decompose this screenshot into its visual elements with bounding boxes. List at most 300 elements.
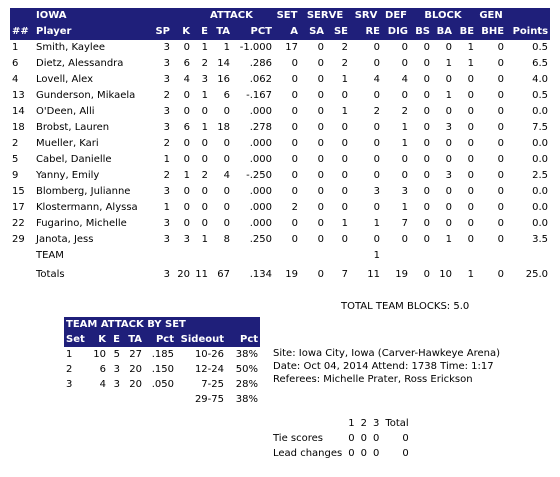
tie-lead-cell: 0 (360, 448, 367, 459)
attack-by-set-cell: 20 (129, 364, 142, 375)
player-row (10, 104, 550, 120)
stat-cell: 0 (341, 186, 349, 197)
tie-lead-cell: 0 (372, 448, 380, 459)
stat-cell: 0 (341, 154, 349, 165)
stat-cell (506, 248, 550, 264)
column-header: RE (350, 24, 382, 40)
player-row (10, 88, 550, 104)
column-header: TA (210, 24, 232, 40)
stat-cell: 0 (401, 170, 409, 181)
column-header: SE (326, 24, 350, 40)
tie-lead-header: 1 (348, 418, 355, 429)
player-name: Mueller, Kari (36, 138, 99, 149)
stat-cell (146, 248, 172, 264)
tie-lead-cell: 0 (348, 448, 355, 459)
stat-cell: 0 (497, 138, 505, 149)
group-header-gen: GEN (476, 8, 506, 24)
attack-by-set-cell (108, 392, 122, 407)
stat-cell: 1 (445, 58, 453, 69)
stat-cell: 17 (12, 202, 25, 213)
stat-cell: 1 (341, 106, 349, 117)
stat-cell: 1 (163, 202, 170, 213)
attack-by-set-cell: .150 (151, 364, 174, 375)
stat-cell: 0 (183, 90, 190, 101)
stat-cell: 0 (423, 202, 431, 213)
player-name: Cabel, Danielle (36, 154, 112, 165)
stat-cell: 0 (497, 269, 505, 280)
attack-by-set-cell: 3 (66, 379, 73, 390)
stat-cell: 0 (201, 186, 208, 197)
column-header: SP (146, 24, 172, 40)
stat-cell: 0 (317, 218, 325, 229)
attack-by-set-header: Pct (144, 332, 176, 347)
column-header: PCT (232, 24, 274, 40)
stat-cell: 1 (467, 42, 475, 53)
stat-cell: .134 (249, 269, 273, 280)
stat-cell: 0 (223, 154, 230, 165)
stat-cell: 0 (467, 138, 475, 149)
stat-cell (210, 248, 232, 264)
stat-cell: 0 (445, 154, 453, 165)
player-row (10, 232, 550, 248)
attack-by-set-row (64, 392, 260, 407)
player-name: Gunderson, Mikaela (36, 90, 136, 101)
attack-by-set-cell: 27 (129, 349, 142, 360)
stat-cell: 5 (12, 154, 19, 165)
stat-cell: 1 (163, 154, 170, 165)
stat-cell: 0 (467, 202, 475, 213)
column-header: BHE (476, 24, 506, 40)
attack-by-set-cell: 6 (99, 364, 106, 375)
stat-cell: 0 (223, 106, 230, 117)
column-header: DIG (382, 24, 410, 40)
stat-cell: 1 (467, 58, 475, 69)
date-info: Date: Oct 04, 2014 Attend: 1738 Time: 1:17 (273, 361, 494, 372)
stat-cell: 4 (373, 74, 381, 85)
stat-cell: 0 (423, 106, 431, 117)
attack-by-set-header: Set (64, 332, 88, 347)
site-info: Site: Iowa City, Iowa (Carver-Hawkeye Arena) (273, 348, 500, 359)
stat-cell: 0 (317, 42, 325, 53)
stat-cell: 0 (445, 42, 453, 53)
stat-cell: 19 (285, 269, 299, 280)
attack-by-set-cell: 2 (66, 364, 73, 375)
stat-cell (300, 248, 326, 264)
stat-cell (326, 248, 350, 264)
attack-by-set-cell: 10 (93, 349, 106, 360)
stat-cell: 0 (423, 122, 431, 133)
column-header: Points (506, 24, 550, 40)
attack-by-set-header: K (88, 332, 108, 347)
stat-cell: 0 (317, 234, 325, 245)
player-name: Totals (36, 269, 65, 280)
stat-cell (432, 248, 454, 264)
player-name: Klostermann, Alyssa (36, 202, 138, 213)
attack-by-set-cell (144, 392, 176, 407)
stat-cell: 0 (497, 90, 505, 101)
stat-cell: 0 (291, 154, 299, 165)
stat-cell: 0 (445, 202, 453, 213)
stat-cell: 0.5 (532, 90, 549, 101)
stat-cell: 3 (163, 74, 170, 85)
stat-cell: 0 (423, 218, 431, 229)
stat-cell: 0 (497, 106, 505, 117)
stat-cell: 3 (373, 186, 381, 197)
player-name: Fugarino, Michelle (36, 218, 127, 229)
stat-cell: 14 (217, 58, 230, 69)
stat-cell: 0 (317, 106, 325, 117)
stat-cell: 1 (183, 170, 190, 181)
team-attack-by-set-table (64, 317, 260, 407)
group-header-attack: ATTACK (210, 8, 274, 24)
stat-cell: -1.000 (239, 42, 273, 53)
stat-cell: 0 (423, 74, 431, 85)
attack-by-set-header: Sideout (176, 332, 226, 347)
stat-cell: 0 (201, 154, 208, 165)
stat-cell: .062 (249, 74, 273, 85)
stat-cell: 3 (163, 269, 170, 280)
stat-cell: 1 (373, 218, 381, 229)
attack-by-set-cell: 10-26 (194, 349, 224, 360)
tie-lead-cell: Lead changes (273, 448, 343, 459)
stat-cell: 0 (423, 58, 431, 69)
stat-cell: 10 (439, 269, 453, 280)
stat-cell: 0 (291, 122, 299, 133)
tie-lead-header (270, 416, 345, 431)
stat-cell: 2 (201, 170, 208, 181)
stat-cell: .000 (249, 138, 273, 149)
attack-by-set-header-row (64, 332, 260, 347)
stat-cell: 0 (467, 154, 475, 165)
stat-cell: 0 (497, 58, 505, 69)
player-name: Smith, Kaylee (36, 42, 105, 53)
tie-lead-row (270, 446, 412, 461)
group-header-row (10, 8, 550, 24)
team-name: IOWA (34, 8, 146, 24)
stat-cell: 0 (223, 218, 230, 229)
stat-cell: .286 (249, 58, 273, 69)
stat-cell: 0 (291, 170, 299, 181)
stat-cell (274, 248, 300, 264)
stat-cell: 2 (201, 58, 208, 69)
stat-cell: 0 (445, 218, 453, 229)
stat-cell: 16 (217, 74, 230, 85)
stat-cell: 3 (163, 186, 170, 197)
stat-cell: .000 (249, 218, 273, 229)
stat-cell: 0.0 (532, 186, 549, 197)
stat-cell: 0 (317, 170, 325, 181)
stat-cell: 22 (12, 218, 25, 229)
player-row (10, 56, 550, 72)
stat-cell (172, 248, 192, 264)
tie-lead-cell: 0 (372, 433, 380, 444)
stat-cell: 0 (291, 186, 299, 197)
column-header: A (274, 24, 300, 40)
stat-cell: 0 (497, 186, 505, 197)
attack-by-set-cell: 29-75 (194, 394, 224, 405)
stat-cell: 0 (497, 42, 505, 53)
stat-cell: 0 (317, 154, 325, 165)
stat-cell: 0.0 (532, 154, 549, 165)
stat-cell: 0 (373, 122, 381, 133)
attack-by-set-header: E (108, 332, 122, 347)
team-row (10, 248, 550, 264)
stat-cell: 0.0 (532, 202, 549, 213)
attack-by-set-cell: 38% (235, 349, 259, 360)
tie-lead-header-row (270, 416, 412, 431)
stat-cell: 0 (341, 90, 349, 101)
stat-cell (382, 248, 410, 264)
stat-cell: 0 (183, 186, 190, 197)
stat-cell: 4.0 (532, 74, 549, 85)
stat-cell: 0 (497, 218, 505, 229)
stat-cell: 1 (445, 90, 453, 101)
stat-cell: 1 (12, 42, 19, 53)
stat-cell: 0 (467, 122, 475, 133)
stat-cell: -.167 (246, 90, 273, 101)
stat-cell: 0 (373, 154, 381, 165)
stat-cell: .000 (249, 186, 273, 197)
stat-cell: 0 (373, 170, 381, 181)
stat-cell: 14 (12, 106, 25, 117)
stat-cell: 0 (201, 106, 208, 117)
attack-by-set-header: TA (122, 332, 144, 347)
stat-cell: 0 (423, 154, 431, 165)
attack-by-set-row (64, 347, 260, 362)
stat-cell: 0 (373, 202, 381, 213)
stat-cell: 1 (201, 90, 208, 101)
attack-by-set-cell: .050 (151, 379, 174, 390)
column-header: BS (410, 24, 432, 40)
stat-cell: .278 (249, 122, 273, 133)
stat-cell: 0 (223, 186, 230, 197)
attack-by-set-row (64, 377, 260, 392)
stat-cell: 0 (423, 170, 431, 181)
stat-cell: 0 (401, 90, 409, 101)
stat-cell: 6 (183, 122, 190, 133)
stat-cell: 67 (217, 269, 230, 280)
attack-by-set-title-row (64, 317, 260, 332)
stat-cell: .250 (249, 234, 273, 245)
stat-cell (476, 248, 506, 264)
stat-cell: 11 (367, 269, 381, 280)
stat-cell: 0 (341, 170, 349, 181)
player-name: Lovell, Alex (36, 74, 94, 85)
stat-cell: 2 (163, 90, 170, 101)
stat-cell: 0 (223, 202, 230, 213)
tie-lead-cell: 0 (402, 448, 409, 459)
stat-cell: 2 (341, 58, 349, 69)
stat-cell: 11 (195, 269, 208, 280)
stat-cell: 0 (317, 58, 325, 69)
attack-by-set-cell: 5 (113, 349, 120, 360)
player-name: Janota, Jess (36, 234, 94, 245)
stat-cell: 0 (317, 269, 325, 280)
stat-cell: 0 (183, 42, 190, 53)
player-name: TEAM (36, 250, 64, 261)
attack-by-set-row (64, 362, 260, 377)
stat-cell: 0 (467, 74, 475, 85)
stat-cell: 6.5 (532, 58, 549, 69)
stat-cell: 4 (183, 74, 190, 85)
player-row (10, 152, 550, 168)
tie-lead-header: 3 (372, 418, 380, 429)
stat-cell: 3 (163, 106, 170, 117)
stat-cell: 25.0 (525, 269, 549, 280)
column-header: K (172, 24, 192, 40)
stat-cell: 1 (467, 269, 475, 280)
stat-cell: 0 (373, 42, 381, 53)
stat-cell: 0 (373, 234, 381, 245)
stat-cell: 0 (341, 122, 349, 133)
column-header: SA (300, 24, 326, 40)
referees-info: Referees: Michelle Prater, Ross Erickson (273, 374, 473, 385)
attack-by-set-cell: 1 (66, 349, 73, 360)
stat-cell: .000 (249, 106, 273, 117)
group-header-block: BLOCK (410, 8, 476, 24)
attack-by-set-cell (122, 392, 144, 407)
stat-cell: 1 (445, 234, 453, 245)
player-row (10, 200, 550, 216)
attack-by-set-cell: 3 (113, 364, 120, 375)
stat-cell: 2 (12, 138, 19, 149)
stat-cell: 0 (201, 138, 208, 149)
stat-cell: 6 (223, 90, 230, 101)
stat-cell (232, 248, 274, 264)
attack-by-set-title: TEAM ATTACK BY SET (64, 317, 260, 332)
stat-cell: 0 (467, 234, 475, 245)
tie-lead-table (270, 416, 412, 461)
stat-cell: 1 (341, 74, 349, 85)
stat-cell: 0 (223, 138, 230, 149)
stat-cell: 0 (467, 170, 475, 181)
stat-cell: 3 (163, 58, 170, 69)
attack-by-set-header: Pct (226, 332, 260, 347)
stat-cell: 0 (497, 202, 505, 213)
stat-cell: 0 (341, 138, 349, 149)
stat-cell: 3 (163, 234, 170, 245)
stat-cell: 2 (401, 106, 409, 117)
stat-cell: 3 (183, 234, 190, 245)
total-team-blocks: TOTAL TEAM BLOCKS: 5.0 (341, 301, 470, 312)
stat-cell: -.250 (246, 170, 273, 181)
stat-cell: 0 (183, 154, 190, 165)
stat-cell: 0 (373, 90, 381, 101)
tie-lead-cell: Tie scores (273, 433, 323, 444)
attack-by-set-cell (88, 392, 108, 407)
stat-cell: 6 (12, 58, 19, 69)
stat-cell: 1 (201, 234, 208, 245)
stat-cell: 0 (291, 218, 299, 229)
stat-cell: 0 (317, 186, 325, 197)
column-header: E (192, 24, 210, 40)
stat-cell: 3 (163, 42, 170, 53)
stat-cell: 0.0 (532, 218, 549, 229)
stat-cell: 0 (317, 202, 325, 213)
group-header-srv: SRV (350, 8, 382, 24)
stat-cell: 8 (223, 234, 230, 245)
attack-by-set-cell: 12-24 (194, 364, 224, 375)
stat-cell: 3 (201, 74, 208, 85)
stat-cell: 0 (317, 138, 325, 149)
player-row (10, 216, 550, 232)
stat-cell: 1 (341, 218, 349, 229)
stat-cell: 0 (497, 122, 505, 133)
player-name: Dietz, Alessandra (36, 58, 124, 69)
stat-cell: 19 (395, 269, 409, 280)
stat-cell: 9 (12, 170, 19, 181)
stat-cell: 13 (12, 90, 25, 101)
stat-cell: 0 (291, 234, 299, 245)
stat-cell: 1 (223, 42, 230, 53)
stat-cell: 0 (445, 74, 453, 85)
stat-cell: 0 (423, 90, 431, 101)
stat-cell: 6 (183, 58, 190, 69)
stat-cell: 1 (201, 42, 208, 53)
stat-cell: 0.0 (532, 106, 549, 117)
tie-lead-cell: 0 (402, 433, 409, 444)
stat-cell (10, 264, 34, 283)
stat-cell (10, 248, 34, 264)
stat-cell: 0.5 (532, 42, 549, 53)
stat-cell: .000 (249, 202, 273, 213)
stat-cell: 0 (497, 170, 505, 181)
box-score-table (10, 8, 550, 283)
stat-cell: 7 (401, 218, 409, 229)
column-header: Player (34, 24, 146, 40)
attack-by-set-cell: 7-25 (201, 379, 224, 390)
group-header-serve: SERVE (300, 8, 350, 24)
stat-cell: 1 (201, 122, 208, 133)
stat-cell: 2 (291, 202, 299, 213)
stat-cell: 18 (217, 122, 230, 133)
stat-cell: 4 (401, 74, 409, 85)
attack-by-set-cell (64, 392, 88, 407)
attack-by-set-cell: 28% (235, 379, 259, 390)
stat-cell: 0 (373, 58, 381, 69)
stat-cell: 0 (201, 202, 208, 213)
stat-cell: 2.5 (532, 170, 549, 181)
stat-cell: 0 (317, 90, 325, 101)
stat-cell: 0 (291, 106, 299, 117)
stat-cell: 0.0 (532, 138, 549, 149)
stat-cell: 0 (423, 269, 431, 280)
stat-cell: 17 (285, 42, 299, 53)
stat-cell: 0 (291, 58, 299, 69)
stat-cell: 3.5 (532, 234, 549, 245)
stat-cell: 0 (341, 234, 349, 245)
stat-cell: 0 (467, 106, 475, 117)
stat-cell: 4 (223, 170, 230, 181)
stat-cell: 0 (291, 138, 299, 149)
stat-cell: 0 (423, 138, 431, 149)
stat-cell: 0 (423, 186, 431, 197)
player-row (10, 120, 550, 136)
stat-cell: 0 (497, 154, 505, 165)
stat-cell: 2 (341, 42, 349, 53)
stat-cell: 3 (163, 218, 170, 229)
stat-cell: 0 (291, 90, 299, 101)
player-name: Yanny, Emily (36, 170, 100, 181)
attack-by-set-cell: 38% (235, 394, 259, 405)
column-header: BE (454, 24, 476, 40)
tie-lead-header: 2 (360, 418, 367, 429)
player-row (10, 184, 550, 200)
stat-cell: 0 (423, 234, 431, 245)
attack-by-set-cell: 4 (99, 379, 106, 390)
stat-cell: 0 (423, 42, 431, 53)
tie-lead-cell: 0 (360, 433, 367, 444)
